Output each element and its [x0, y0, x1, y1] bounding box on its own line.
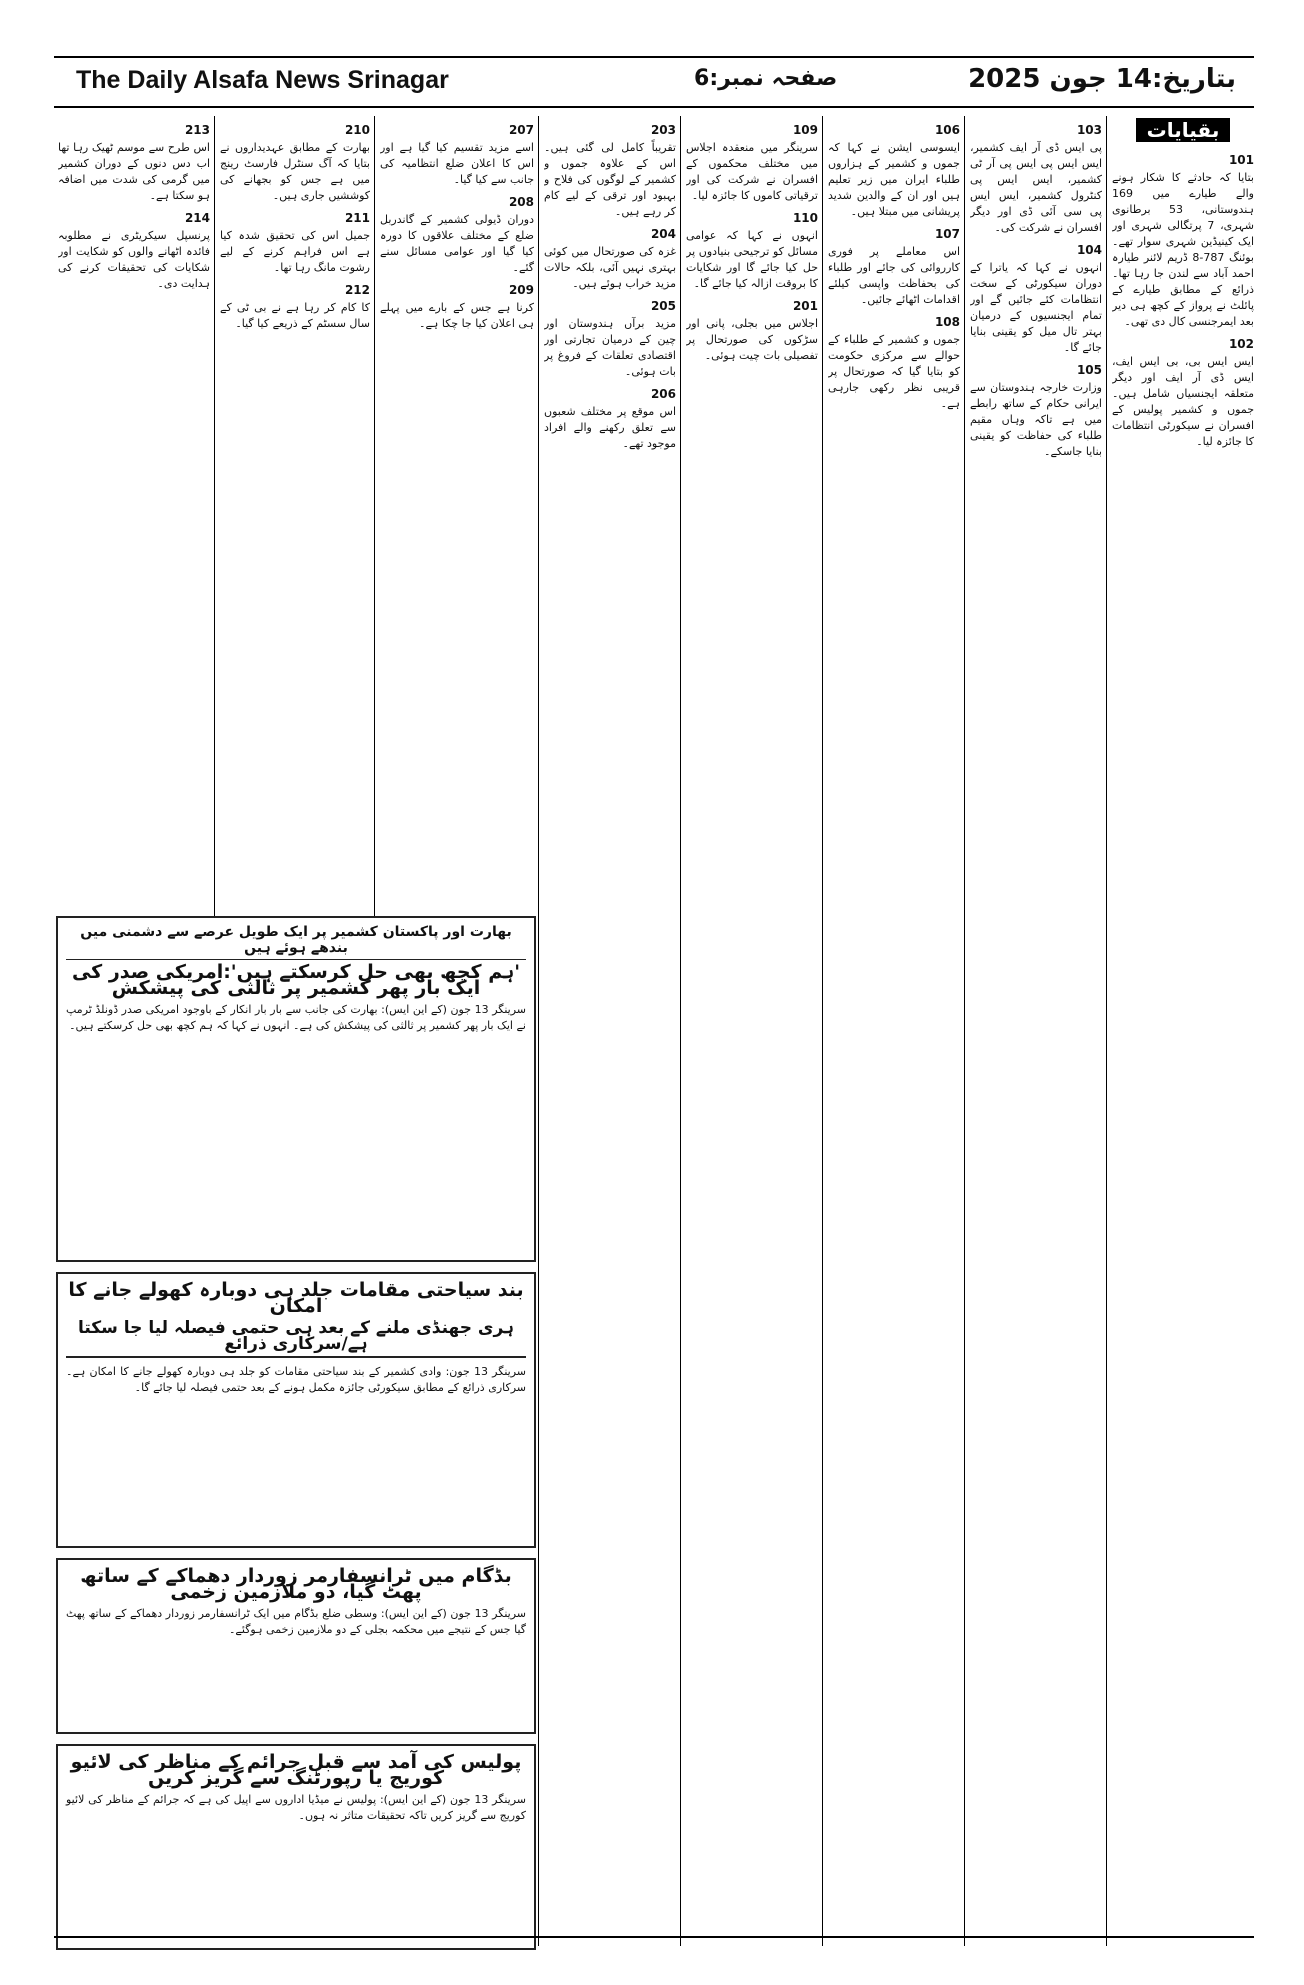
continuation-number: 212 [344, 283, 370, 297]
header-rule [54, 106, 1254, 108]
continuation-number: 214 [184, 211, 210, 225]
newspaper-page [54, 56, 1254, 1951]
column-divider [1106, 116, 1107, 1946]
continuation-text: اس معاملے پر فوری کارروائی کی جائے اور طلباء کی بحفاظت واپسی کیلئے اقدامات اٹھائے جائیں۔ [828, 245, 960, 306]
continuation-text: دوران ڈیولی کشمیر کے گاندربل ضلع کے مختلف علاقوں کا دورہ کیا گیا اور عوامی مسائل سنے گئے۔ [380, 213, 534, 274]
continuation-number: 201 [792, 299, 818, 313]
continuation-text: جمیل اس کی تحقیق شدہ کیا ہے اس فراہم کرنے کے لیے رشوت مانگ رہا تھا۔ [220, 229, 370, 274]
continuation-text: پی ایس ڈی آر ایف کشمیر، ایس ایس پی ایس پی آر ٹی کشمیر، ایس ایس پی کنٹرول کشمیر، ایس ایس پی سی آئی ڈی اور دیگر افسران نے شرکت کی۔ [970, 141, 1102, 234]
news-stories-block [56, 916, 536, 1928]
story-body: سرینگر 13 جون: وادی کشمیر کے بند سیاحتی مقامات کو جلد ہی دوبارہ کھولے جانے کا امکان ہے۔ سرکاری ذرائع کے مطابق سیکورٹی جائزہ مکمل ہونے کے بعد حتمی فیصلہ لیا جائے گا۔ [66, 1365, 526, 1394]
continuation-number: 103 [1076, 123, 1102, 137]
masthead-bar [54, 56, 1254, 106]
column-divider [214, 116, 215, 916]
news-story [56, 1558, 536, 1734]
c2-articles [970, 122, 1102, 460]
column-8 [58, 116, 210, 906]
continuation-text: جموں و کشمیر کے طلباء کے حوالے سے مرکزی حکومت کو بتایا گیا کہ صورتحال پر قریبی نظر رکھی جارہی ہے۔ [828, 333, 960, 410]
continuation-number: 110 [792, 211, 818, 225]
issue-date: بتاریخ:14 جون 2025 [968, 64, 1236, 94]
continuation-number: 101 [1228, 153, 1254, 167]
continuation-number: 204 [650, 227, 676, 241]
masthead-title: The Daily Alsafa News Srinagar [76, 66, 449, 94]
column-divider [822, 116, 823, 1946]
bottom-rule [54, 1936, 1254, 1938]
column-divider [538, 116, 539, 1946]
continuations-banner: بقیایات [1136, 118, 1230, 142]
continuation-number: 209 [508, 283, 534, 297]
continuation-text: ایس ایس بی، بی ایس ایف، ایس ڈی آر ایف اور دیگر متعلقہ ایجنسیاں شامل ہیں۔ جموں و کشمیر پولیس کے افسران نے سیکورٹی انتظامات کا جائزہ لیا۔ [1112, 355, 1254, 448]
column-3 [828, 116, 960, 1946]
continuation-number: 104 [1076, 243, 1102, 257]
story-headline: بند سیاحتی مقامات جلد ہی دوبارہ کھولے جانے کا امکان [68, 1279, 524, 1317]
continuation-number: 210 [344, 123, 370, 137]
continuation-number: 107 [934, 227, 960, 241]
continuation-number: 208 [508, 195, 534, 209]
continuation-text: اس طرح سے موسم ٹھیک رہا تھا اب دس دنوں کے دوران کشمیر میں گرمی کی شدت میں اضافہ ہو سکتا ہے۔ [58, 141, 210, 202]
story-kicker: بھارت اور پاکستان کشمیر پر ایک طویل عرصے سے دشمنی میں بندھے ہوئے ہیں [66, 924, 526, 960]
story-headline: پولیس کی آمد سے قبل جرائم کے مناظر کی لائیو کوریج یا رپورٹنگ سے گریز کریں [70, 1751, 522, 1789]
c1-articles [1112, 152, 1254, 450]
story-headline: 'ہم کچھ بھی حل کرسکتے ہیں':امریکی صدر کی ایک بار پھر کشمیر پر ثالثی کی پیشکش [71, 961, 521, 999]
column-5 [544, 116, 676, 1946]
continuation-text: تقریباً کامل لی گئی ہیں۔ اس کے علاوہ جموں و کشمیر کے لوگوں کی فلاح و بہبود اور ترقی کے لیے کام کر رہے ہیں۔ [544, 141, 676, 218]
story-subhead: ہری جھنڈی ملنے کے بعد ہی حتمی فیصلہ لیا جا سکتا ہے/سرکاری ذرائع [66, 1320, 526, 1358]
continuation-number: 206 [650, 387, 676, 401]
continuation-number: 207 [508, 123, 534, 137]
column-1 [1112, 116, 1254, 1946]
c6-articles [380, 122, 534, 332]
page-number: صفحہ نمبر:6 [694, 66, 838, 91]
c8-articles [58, 122, 210, 292]
continuation-text: کرنا ہے جس کے بارے میں پہلے ہی اعلان کیا جا چکا ہے۔ [380, 301, 534, 330]
c3-articles [828, 122, 960, 412]
continuation-text: وزارت خارجہ ہندوستان سے ایرانی حکام کے ساتھ رابطے میں ہے تاکہ وہاں مقیم طلباء کی حفاظت کو یقینی بنایا جاسکے۔ [970, 381, 1102, 458]
column-2 [970, 116, 1102, 1946]
column-7 [220, 116, 370, 906]
continuation-text: اسے مزید تقسیم کیا گیا ہے اور اس کا اعلان ضلع انتظامیہ کی جانب سے کیا گیا۔ [380, 141, 534, 186]
column-6 [380, 116, 534, 906]
column-divider [374, 116, 375, 916]
story-body: سرینگر 13 جون (کے این ایس): بھارت کی جانب سے بار بار انکار کے باوجود امریکی صدر ڈونلڈ ٹرمپ نے ایک بار پھر کشمیر پر ثالثی کی پیشکش کی ہے۔ انہوں نے کہا کہ ہم کچھ بھی حل کرسکتے ہیں۔ [66, 1003, 526, 1032]
news-story [56, 1744, 536, 1950]
continuation-number: 203 [650, 123, 676, 137]
continuation-text: پرنسپل سیکریٹری نے مطلوبہ فائدہ اٹھانے والوں کو شکایت اور شکایات کی تحقیقات کرنے کی ہدایت دی۔ [58, 229, 210, 290]
story-body: سرینگر 13 جون (کے این ایس): پولیس نے میڈیا اداروں سے اپیل کی ہے کہ جرائم کے مناظر کی لائیو کوریج سے گریز کریں تاکہ تحقیقات متاثر نہ ہوں۔ [66, 1793, 526, 1822]
continuation-number: 108 [934, 315, 960, 329]
continuation-text: انہوں نے کہا کہ عوامی مسائل کو ترجیحی بنیادوں پر حل کیا جائے گا اور شکایات کا بروقت ازالہ کیا جائے گا۔ [686, 229, 818, 290]
column-divider [964, 116, 965, 1946]
c5-articles [544, 122, 676, 452]
continuation-text: بتایا کہ حادثے کا شکار ہونے والے طیارے میں 169 ہندوستانی، 53 برطانوی شہری، 7 پرتگالی شہری اور ایک کینیڈین شہری سوار تھے۔ بوئنگ 787-8 ڈریم لائنر طیارہ احمد آباد سے لندن جا رہا تھا۔ ذرائع کے مطابق طیارے کے پائلٹ نے پرواز کے کچھ ہی دیر بعد ایمرجنسی کال دی تھی۔ [1112, 171, 1254, 328]
continuation-text: اس موقع پر مختلف شعبوں سے تعلق رکھنے والے افراد موجود تھے۔ [544, 405, 676, 450]
continuation-text: سرینگر میں منعقدہ اجلاس میں مختلف محکموں کے افسران نے شرکت کی اور ترقیاتی کاموں کا جائزہ لیا۔ [686, 141, 818, 202]
continuation-text: کا کام کر رہا ہے نے بی ٹی کے سال سسٹم کے ذریعے کیا گیا۔ [220, 301, 370, 330]
news-story [56, 1272, 536, 1548]
column-4 [686, 116, 818, 1946]
continuation-text: اجلاس میں بجلی، پانی اور سڑکوں کی صورتحال پر تفصیلی بات چیت ہوئی۔ [686, 317, 818, 362]
continuation-number: 105 [1076, 363, 1102, 377]
c7-articles [220, 122, 370, 332]
continuation-number: 205 [650, 299, 676, 313]
continuation-text: مزید برآں ہندوستان اور چین کے درمیان تجارتی اور اقتصادی تعلقات کے فروغ پر بات ہوئی۔ [544, 317, 676, 378]
continuation-text: غزہ کی صورتحال میں کوئی بہتری نہیں آئی، بلکہ حالات مزید خراب ہوئے ہیں۔ [544, 245, 676, 290]
story-body: سرینگر 13 جون (کے این ایس): وسطی ضلع بڈگام میں ایک ٹرانسفارمر زوردار دھماکے کے ساتھ پھٹ گیا جس کے نتیجے میں محکمہ بجلی کے دو ملازمین زخمی ہوگئے۔ [66, 1607, 526, 1636]
continuation-text: انہوں نے کہا کہ یاترا کے دوران سیکورٹی کے سخت انتظامات کئے جائیں گے اور تمام ایجنسیوں کے درمیان بہتر تال میل کو یقینی بنایا جائے گا۔ [970, 261, 1102, 354]
continuation-number: 109 [792, 123, 818, 137]
continuation-number: 213 [184, 123, 210, 137]
news-story [56, 916, 536, 1262]
continuation-number: 106 [934, 123, 960, 137]
continuation-number: 211 [344, 211, 370, 225]
story-headline: بڈگام میں ٹرانسفارمر زوردار دھماکے کے ساتھ پھٹ گیا، دو ملازمین زخمی [80, 1565, 512, 1603]
column-divider [680, 116, 681, 1946]
c4-articles [686, 122, 818, 364]
continuation-text: ایسوسی ایشن نے کہا کہ جموں و کشمیر کے ہزاروں طلباء ایران میں زیر تعلیم ہیں اور ان کے والدین شدید پریشانی میں مبتلا ہیں۔ [828, 141, 960, 218]
continuation-number: 102 [1228, 337, 1254, 351]
continuation-text: بھارت کے مطابق عہدیداروں نے بتایا کہ آگ سنٹرل فارسٹ رینج میں ہے جس کو بجھانے کی کوششیں جاری ہیں۔ [220, 141, 370, 202]
